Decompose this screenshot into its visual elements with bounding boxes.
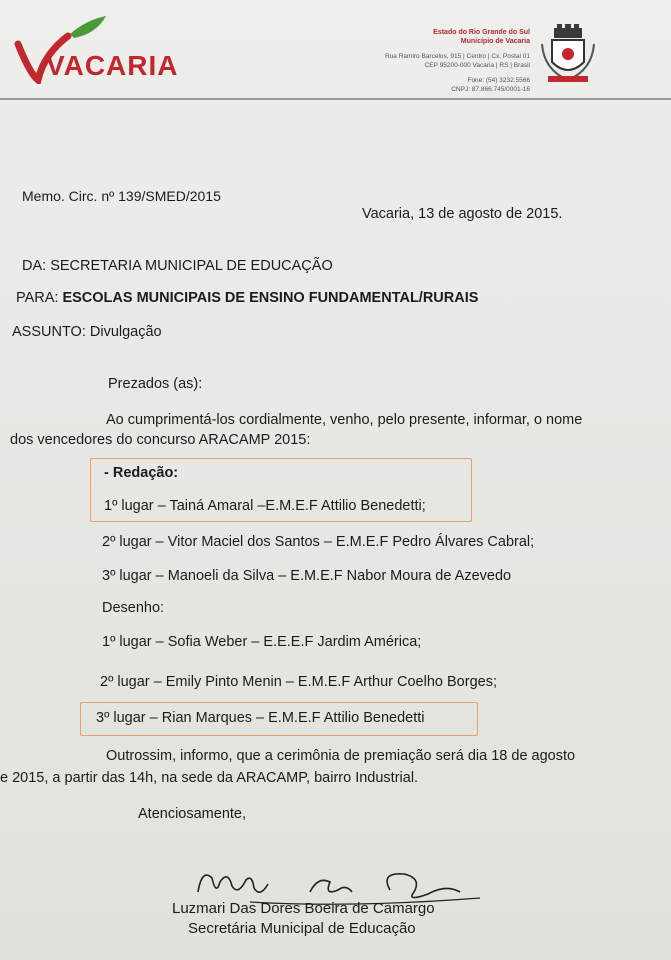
address-line: Rua Ramiro Barcelos, 915 | Centro | Cx. Postal 01 (385, 53, 530, 60)
desenho-place-1: 1º lugar – Sofia Weber – E.E.E.F Jardim América; (102, 634, 422, 650)
memo-number: Memo. Circ. nº 139/SMED/2015 (22, 188, 221, 204)
redacao-place-1: 1º lugar – Tainá Amaral –E.M.E.F Attilio Benedetti; (104, 498, 426, 514)
desenho-place-3: 3º lugar – Rian Marques – E.M.E.F Attilio Benedetti (96, 710, 425, 726)
memo-to-value: ESCOLAS MUNICIPAIS DE ENSINO FUNDAMENTAL/RURAIS (62, 290, 479, 306)
intro-line-1: Ao cumprimentá-los cordialmente, venho, pelo presente, informar, o nome (106, 412, 583, 428)
greeting: Prezados (as): (108, 376, 203, 392)
closing-line-2: e 2015, a partir das 14h, na sede da ARACAMP, bairro Industrial. (0, 770, 419, 786)
signatory-name: Luzmari Das Dores Boeira de Camargo (172, 900, 435, 917)
coat-of-arms-icon (540, 24, 596, 84)
municipality-info (380, 28, 530, 94)
memo-subject: ASSUNTO: Divulgação (12, 324, 162, 340)
desenho-heading: Desenho: (102, 600, 165, 616)
farewell: Atenciosamente, (138, 806, 247, 822)
municipality-name: Município de Vacaria (460, 38, 530, 45)
intro-line-2: dos vencedores do concurso ARACAMP 2015: (10, 432, 311, 448)
closing-line-1: Outrossim, informo, que a cerimônia de premiação será dia 18 de agosto (106, 748, 576, 764)
signatory-title: Secretária Municipal de Educação (188, 920, 416, 937)
redacao-place-2: 2º lugar – Vitor Maciel dos Santos – E.M.E.F Pedro Álvares Cabral; (102, 534, 535, 550)
vacaria-logo (8, 14, 178, 84)
redacao-heading: - Redação: (104, 465, 179, 481)
state-name: Estado do Rio Grande do Sul (433, 29, 530, 36)
memo-to-label: PARA: (16, 290, 63, 306)
phone-line: Fone: (54) 3232.5566 (467, 77, 530, 84)
redacao-place-3: 3º lugar – Manoeli da Silva – E.M.E.F Nabor Moura de Azevedo (102, 568, 512, 584)
memo-to (16, 290, 478, 306)
memo-from: DA: SECRETARIA MUNICIPAL DE EDUCAÇÃO (22, 258, 333, 274)
logo-text: VACARIA (46, 50, 179, 81)
cep-line: CEP 95200-000 Vacaria | RS | Brasil (424, 62, 530, 69)
cnpj-line: CNPJ: 87.866.745/0001-16 (451, 86, 530, 93)
header-divider (0, 98, 671, 100)
memo-date: Vacaria, 13 de agosto de 2015. (362, 206, 563, 222)
desenho-place-2: 2º lugar – Emily Pinto Menin – E.M.E.F Arthur Coelho Borges; (100, 674, 497, 690)
